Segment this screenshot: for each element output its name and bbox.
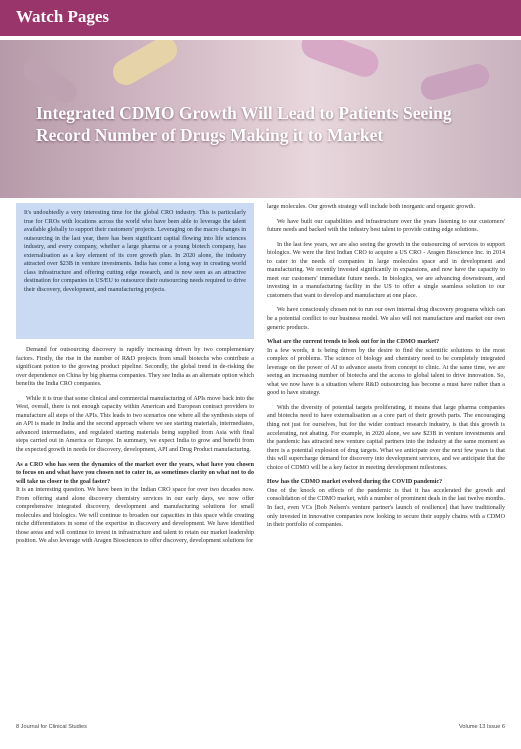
footer-journal: 8 Journal for Clinical Studies <box>16 724 87 730</box>
intro-box <box>16 203 254 339</box>
capsule-shape <box>108 40 182 90</box>
left-column <box>16 346 254 552</box>
paragraph: While it is true that some clinical and commercial manufacturing of APIs move back into the West, overall, there is not enough capacity within American and European contract providers to manufacture all steps of the APIs. This leads to two scenarios one where all the synthesis steps of an API is made in India and the second approach where we see starting materials, intermediates, advanced intermediates, and regulated starting materials being supplied from Asia with final steps carried out in America or Europe. In summary, we expect India to grow and benefit from the expected growth in needs for discovery, development, API and Drug Product manufacturing. <box>16 395 254 454</box>
paragraph: We have consciously chosen not to run our own internal drug discovery programs which can be a potential conflict to our business model. We also will not manufacture and market our own generic products. <box>267 307 505 331</box>
interview-answer: In a few words, it is being driven by the desire to find the scientific solutions to the most complex of problems. The science of biology and chemistry need to be completely integrated leverage on the power of AI to advance assets from concept to clinic. At the same time, we are seeing an increasing number of biotechs and the access to global talent to drive innovation. So, what we now have is a situation where R&D outsourcing has become a must have rather than a good to have strategy. <box>267 347 505 397</box>
intro-text: It's undoubtedly a very interesting time for the global CRO industry. This is particularly true for CROs with locations across the world who have been able to leverage the talent available globally to support their customers' projects. Leveraging on the macro changes in outsourcing in the last year, there has been significant capital flowing into life sciences industry, and every company, whether a large pharma or a young biotech company, has externalisation as a key element of its core growth plan. In 2020 alone, the industry attracted over $23B in venture investments. India has come a long way in creating world class infrastructure and offering cutting edge research, and is now seen as an attractive destination for companies in US/EU to outsource their outsourcing needs required to drive their discovery, development, and manufacturing projects. <box>24 210 246 293</box>
footer-volume: Volume 13 Issue 6 <box>458 724 505 730</box>
section-header-bar <box>0 0 521 36</box>
interview-question: What are the current trends to look out for in the CDMO market? <box>267 339 440 346</box>
paragraph: Demand for outsourcing discovery is rapidly increasing driven by two complementary factors. Firstly, the rise in the number of R&D projects from small biotechs who contribute a significant potion to the growing product pipeline. Secondly, the global trend in de-risking the over dependence on China by big pharma companies. They see India as an alternate option which benefits the India CRO companies. <box>16 347 254 388</box>
capsule-shape <box>298 40 383 81</box>
right-column <box>267 203 505 536</box>
paragraph: With the diversity of potential targets proliferating, it means that large pharma companies and biotechs need to have externalisation as a core part of their growth parts. The encouraging thing not just for ourselves, but for the wider contract research industry, is that this growth is accelerating, not abating. For example, in 2020 alone, we saw $23B in venture investments and the pandemic has attracted new venture capital partners into the industry at the same moment as there is a potential explosion of drug targets. What we anticipate over the next few years is that this will supercharge demand for discovery into development services, and we anticipate that the choice of CDMO will be a key factor in meeting development milestones. <box>267 404 505 471</box>
paragraph: We have built our capabilities and infrastructure over the years listening to our customers' future needs and backed with the industry best talent to provide cutting edge solutions. <box>267 218 505 234</box>
article-title: Integrated CDMO Growth Will Lead to Patients Seeing Record Number of Drugs Making it to Market <box>36 103 452 145</box>
interview-question: As a CRO who has seen the dynamics of the market over the years, what have you chosen to focus on and what have you chosen not to cater to, as sometimes clarity on what not to do will take us closer to the goal faster? <box>16 461 254 485</box>
paragraph: large molecules. Our growth strategy will include both inorganic and organic growth. <box>267 204 475 210</box>
paragraph: In the last few years, we are also seeing the growth in the outsourcing of services to support biologics. We were the first Indian CRO to acquire a US CRO - Aragen Bioscience Inc. in 2014 to cater to the needs of companies in large molecules space and in development and manufacturing. We recently invested significantly in expansions, and now have the capacity to meet our customers' immediate future needs. In biologics, we are advancing downstream, and investing in a manufacturing facility in the US to offer a single seamless solution to our customers that want to develop and manufacture at one place. <box>267 241 505 299</box>
interview-question: How has the CDMO market evolved during the COVID pandemic? <box>267 479 443 486</box>
interview-answer: One of the knock on effects of the pandemic is that it has accelerated the growth and consolidation of the CDMO market, with a number of prominent deals in the last twelve months. In fact, even VCs [Bob Nelsen's venture partner's launch of resilience] that have traditionally only invested in innovative companies now looking to secure their supply chains with a CDMO in their portfolio of companies. <box>267 487 505 529</box>
section-label: Watch Pages <box>16 7 110 26</box>
hero-image <box>0 40 521 198</box>
interview-answer: It is an interesting question. We have been in the Indian CRO space for over two decades now. From offering stand alone discovery chemistry services in our early days, we now offer comprehensive integrated discovery, development and manufacturing solutions for small molecules and biologics. We will continue to broaden our capacities in this space while creating niche differentiators in some of the expertise in discovery and development. We have identified those areas and will continue to invest in infrastructure and talent to retain our market leadership position. We also leverage with Aragen Biosciences to offer discovery, development solutions for <box>16 487 254 545</box>
capsule-shape <box>418 61 492 102</box>
capsule-shape <box>19 55 81 107</box>
